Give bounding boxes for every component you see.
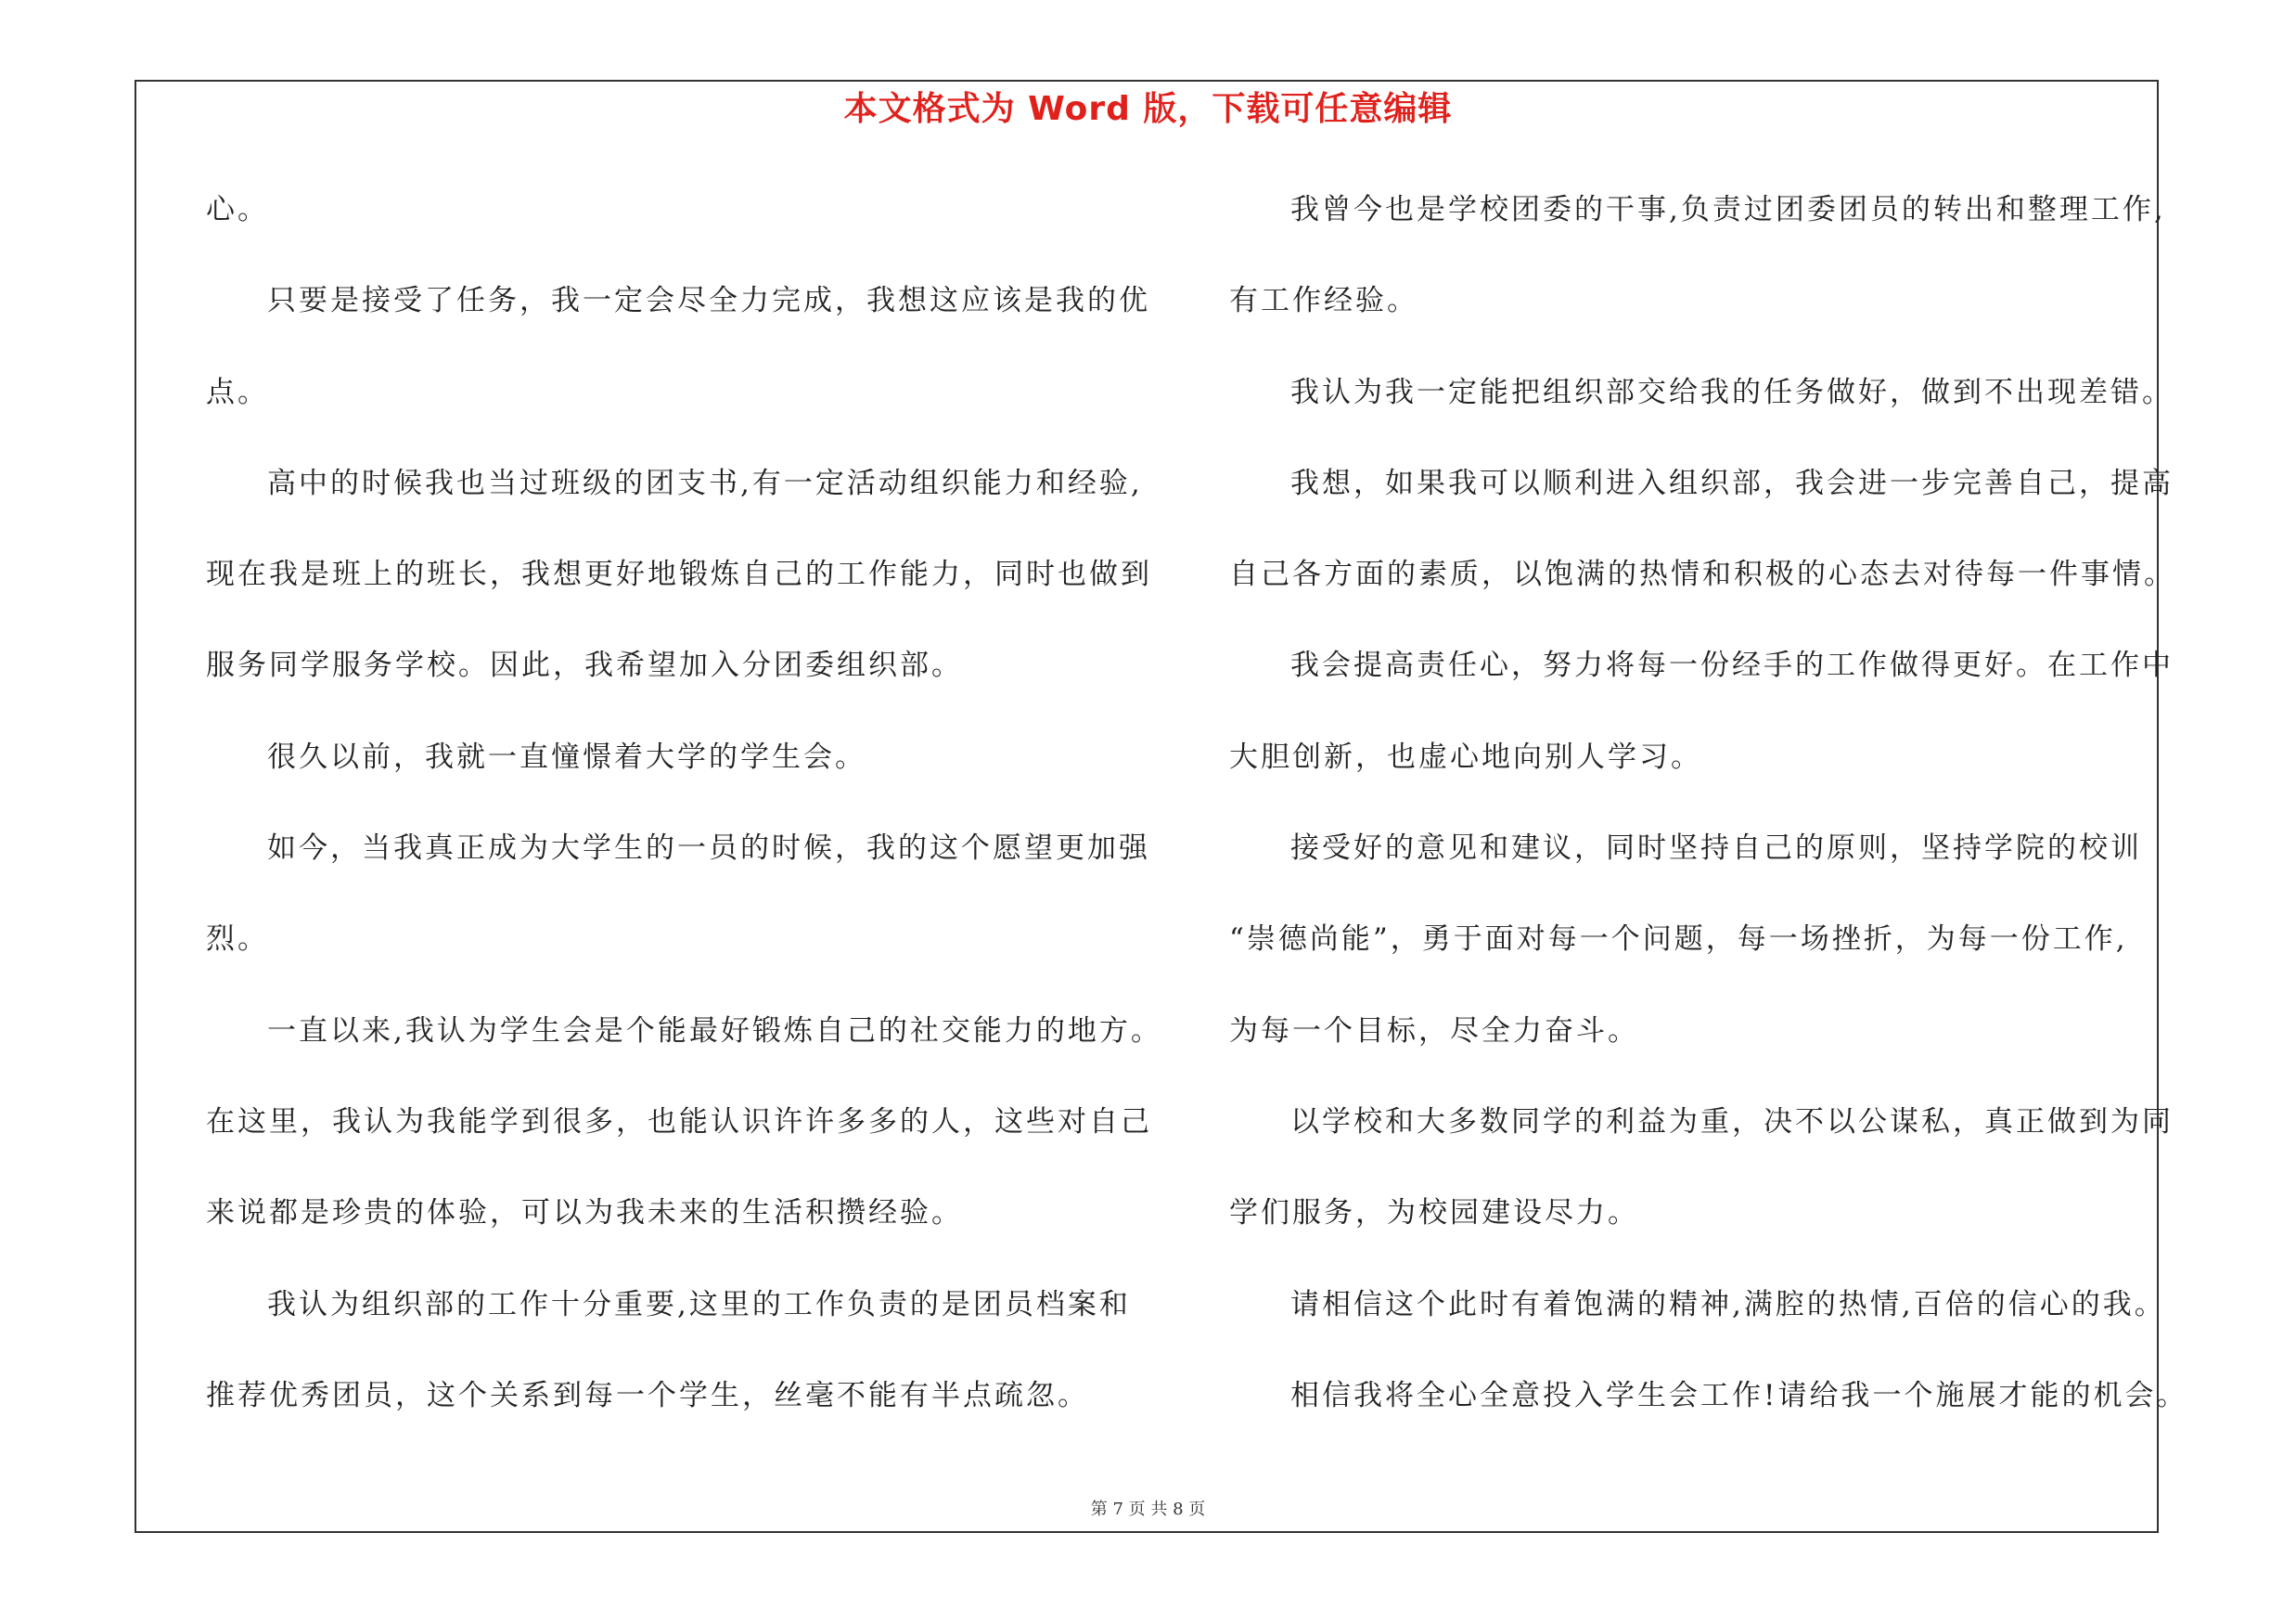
- paragraph-line: 很久以前，我就一直憧憬着大学的学生会。: [267, 740, 866, 774]
- paragraph-line: 点。: [206, 375, 269, 409]
- page-number-footer: 第 7 页 共 8 页: [1090, 1500, 1206, 1519]
- paragraph-line: 我认为我一定能把组织部交给我的任务做好，做到不出现差错。: [1290, 375, 2174, 409]
- paragraph-line: 自己各方面的素质，以饱满的热情和积极的心态去对待每一件事情。: [1229, 558, 2175, 592]
- left-text-column: [206, 183, 1162, 1460]
- paragraph-line: 来说都是珍贵的体验，可以为我未来的生活积攒经验。: [206, 1196, 963, 1230]
- paragraph-line: 心。: [206, 193, 269, 226]
- paragraph-line: 大胆创新，也虚心地向别人学习。: [1229, 740, 1702, 774]
- paragraph-line: 请相信这个此时有着饱满的精神,满腔的热情,百倍的信心的我。: [1290, 1287, 2166, 1321]
- paragraph-line: 我会提高责任心，努力将每一份经手的工作做得更好。在工作中: [1290, 649, 2174, 683]
- right-text-column: [1229, 183, 2188, 1460]
- paragraph-line: 接受好的意见和建议，同时坚持自己的原则，坚持学院的校训: [1290, 831, 2142, 866]
- paragraph-line: 一直以来,我认为学生会是个能最好锻炼自己的社交能力的地方。: [267, 1013, 1162, 1048]
- paragraph-line: 如今，当我真正成为大学生的一员的时候，我的这个愿望更加强: [267, 831, 1150, 866]
- paragraph-line: “崇德尚能”，勇于面对每一个问题，每一场挫折，为每一份工作,: [1229, 922, 2128, 957]
- paragraph-line: 推荐优秀团员，这个关系到每一个学生，丝毫不能有半点疏忽。: [206, 1378, 1089, 1412]
- paragraph-line: 高中的时候我也当过班级的团支书,有一定活动组织能力和经验,: [267, 466, 1143, 500]
- word-format-banner: 本文格式为 Word 版，下载可任意编辑: [843, 90, 1453, 128]
- paragraph-line: 在这里，我认为我能学到很多，也能认识许许多多的人，这些对自己: [206, 1104, 1152, 1139]
- paragraph-line: 以学校和大多数同学的利益为重，决不以公谋私，真正做到为同: [1290, 1104, 2174, 1139]
- paragraph-line: 有工作经验。: [1229, 284, 1418, 318]
- paragraph-line: 我曾今也是学校团委的干事,负责过团委团员的转出和整理工作,: [1290, 193, 2166, 226]
- paragraph-line: 只要是接受了任务，我一定会尽全力完成，我想这应该是我的优: [267, 284, 1150, 318]
- paragraph-line: 相信我将全心全意投入学生会工作!请给我一个施展才能的机会。: [1290, 1378, 2188, 1412]
- paragraph-line: 我认为组织部的工作十分重要,这里的工作负责的是团员档案和: [267, 1287, 1131, 1321]
- paragraph-line: 为每一个目标，尽全力奋斗。: [1229, 1013, 1639, 1048]
- paragraph-line: 我想，如果我可以顺利进入组织部，我会进一步完善自己，提高: [1290, 466, 2174, 500]
- paragraph-line: 学们服务，为校园建设尽力。: [1229, 1196, 1639, 1230]
- paragraph-line: 服务同学服务学校。因此，我希望加入分团委组织部。: [206, 649, 963, 683]
- paragraph-line: 烈。: [206, 922, 269, 957]
- paragraph-line: 现在我是班上的班长，我想更好地锻炼自己的工作能力，同时也做到: [206, 558, 1152, 592]
